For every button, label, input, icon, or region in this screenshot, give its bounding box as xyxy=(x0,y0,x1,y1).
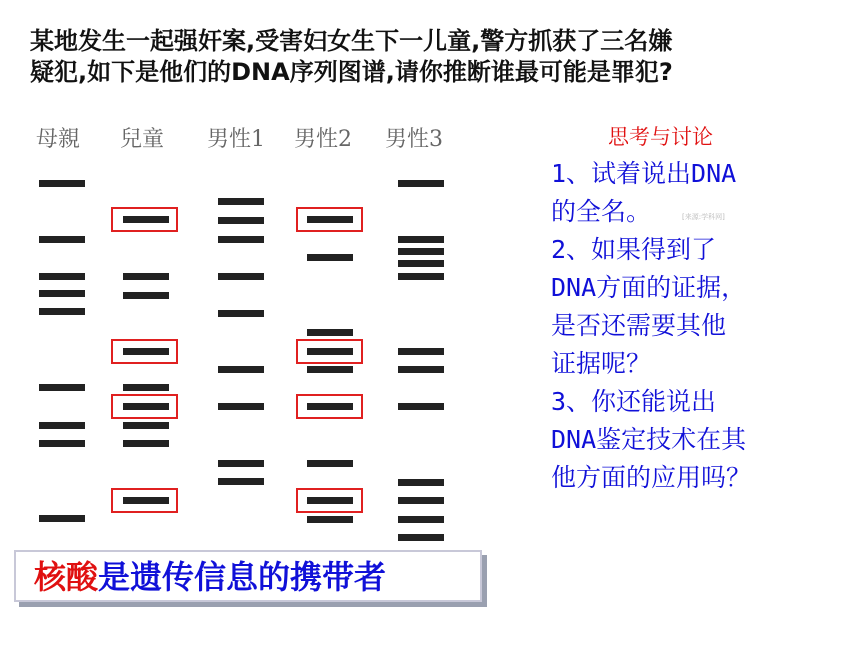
dna-band xyxy=(39,180,85,187)
column-label-male-1: 男性1 xyxy=(207,127,265,152)
dna-band xyxy=(307,216,353,223)
discussion-questions xyxy=(551,155,841,497)
dna-band xyxy=(218,198,264,205)
discussion-line: 他方面的应用吗？ xyxy=(551,463,752,492)
dna-band xyxy=(398,273,444,280)
discussion-line: 1、试着说出DNA xyxy=(551,159,737,188)
dna-band xyxy=(218,273,264,280)
dna-band xyxy=(218,217,264,224)
discussion-line: DNA鉴定技术在其 xyxy=(551,425,747,454)
dna-band xyxy=(123,403,169,410)
discussion-line: 证据呢？ xyxy=(551,349,652,378)
dna-band xyxy=(123,440,169,447)
dna-band xyxy=(123,292,169,299)
dna-band xyxy=(218,460,264,467)
dna-band xyxy=(398,534,444,541)
dna-band xyxy=(218,236,264,243)
page-title xyxy=(30,26,830,88)
dna-band xyxy=(123,422,169,429)
dna-band xyxy=(307,366,353,373)
dna-band xyxy=(398,248,444,255)
dna-band xyxy=(123,216,169,223)
dna-band xyxy=(218,310,264,317)
dna-band xyxy=(398,366,444,373)
conclusion-highlight: 核酸 xyxy=(34,558,99,596)
dna-band xyxy=(307,329,353,336)
dna-band xyxy=(307,516,353,523)
dna-band xyxy=(307,460,353,467)
dna-band xyxy=(123,348,169,355)
discussion-line: 是否还需要其他 xyxy=(551,311,727,340)
source-watermark: [来源:学科网] xyxy=(682,213,725,221)
dna-band xyxy=(398,260,444,267)
conclusion-banner xyxy=(14,550,482,602)
discussion-line: 的全名。 xyxy=(551,197,652,226)
title-line-2: 疑犯,如下是他们的DNA序列图谱,请你推断谁最可能是罪犯? xyxy=(30,58,673,86)
conclusion-text xyxy=(34,556,386,598)
dna-band xyxy=(307,403,353,410)
dna-band xyxy=(39,440,85,447)
column-label-male-2: 男性2 xyxy=(294,127,352,152)
dna-band xyxy=(123,273,169,280)
dna-band xyxy=(398,348,444,355)
dna-band xyxy=(39,515,85,522)
dna-band xyxy=(218,478,264,485)
discussion-line: 2、如果得到了 xyxy=(551,235,717,264)
dna-band xyxy=(398,180,444,187)
dna-band xyxy=(218,366,264,373)
discussion-line: 3、你还能说出 xyxy=(551,387,717,416)
dna-band xyxy=(307,348,353,355)
dna-band xyxy=(123,384,169,391)
dna-band xyxy=(39,290,85,297)
dna-band xyxy=(398,479,444,486)
dna-band xyxy=(398,497,444,504)
dna-band xyxy=(307,497,353,504)
dna-band xyxy=(218,403,264,410)
discussion-heading: 思考与讨论 xyxy=(608,125,713,149)
dna-band xyxy=(39,236,85,243)
column-label-child: 兒童 xyxy=(120,127,165,152)
dna-band xyxy=(398,236,444,243)
column-label-mother: 母親 xyxy=(36,127,81,152)
dna-band xyxy=(39,308,85,315)
column-label-male-3: 男性3 xyxy=(385,127,443,152)
dna-band xyxy=(39,422,85,429)
dna-band xyxy=(307,254,353,261)
discussion-line: DNA方面的证据， xyxy=(551,273,747,302)
dna-band xyxy=(123,497,169,504)
title-line-1: 某地发生一起强奸案,受害妇女生下一儿童,警方抓获了三名嫌 xyxy=(30,27,673,55)
dna-band xyxy=(398,403,444,410)
dna-band xyxy=(39,384,85,391)
dna-band xyxy=(39,273,85,280)
dna-band xyxy=(398,516,444,523)
conclusion-rest: 是遗传信息的携带者 xyxy=(98,558,387,596)
